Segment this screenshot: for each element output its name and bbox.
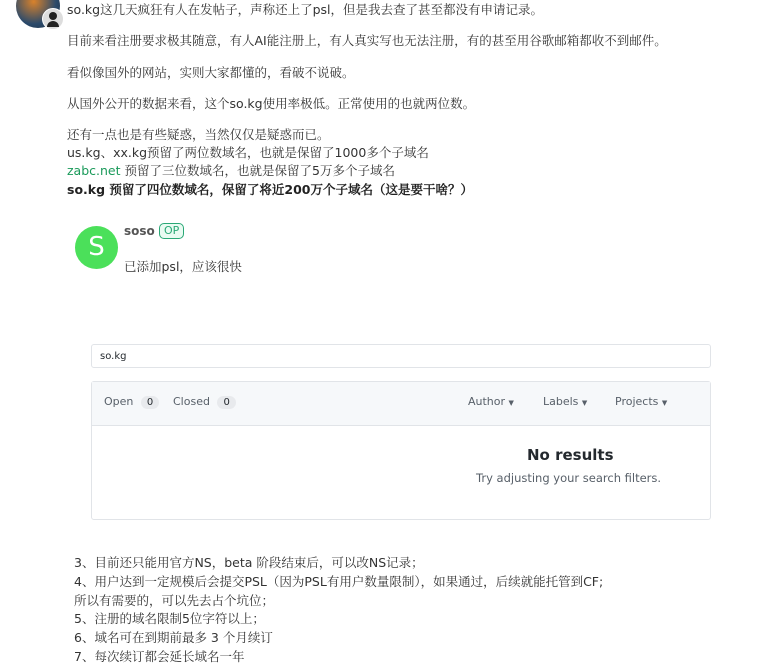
reply-text: 已添加psl，应该很快 (124, 259, 242, 274)
filter-label: Labels (543, 395, 579, 408)
open-tab[interactable] (104, 395, 159, 408)
issues-header (92, 382, 710, 426)
post-paragraph: 目前来看注册要求极其随意，有人AI能注册上，有人真实写也无法注册，有的甚至用谷歌邮箱都收不到邮件。 (67, 33, 667, 48)
projects-filter[interactable] (615, 395, 667, 408)
post-line (67, 162, 395, 180)
list-item: 5、注册的域名限制5位字符以上； (74, 611, 265, 626)
list-item: 3、目前还只能用官方NS，beta 阶段结束后，可以改NS记录； (74, 555, 424, 570)
post-line-bold: so.kg 预留了四位数域名，保留了将近200万个子域名（这是要干啥？） (67, 182, 473, 197)
caret-down-icon: ▼ (508, 399, 514, 407)
post-paragraph: so.kg这几天疯狂有人在发帖子，声称还上了psl，但是我去查了甚至都没有申请记录。 (67, 2, 544, 17)
no-results-hint: Try adjusting your search filters. (476, 471, 662, 485)
reply-avatar[interactable]: S (75, 226, 118, 269)
post-line: 还有一点也是有些疑惑，当然仅仅是疑惑而已。 (67, 127, 330, 142)
op-badge: OP (159, 223, 184, 239)
reply-author[interactable]: soso (124, 224, 155, 238)
list-item: 4、用户达到一定规模后会提交PSL（因为PSL有用户数量限制），如果通过，后续就能托管到CF; (74, 574, 604, 589)
open-label: Open (104, 395, 134, 408)
zabc-link[interactable]: zabc.net (67, 163, 121, 178)
post-line-text: 预留了三位数域名，也就是保留了5万多个子域名 (120, 163, 395, 178)
post-line: us.kg、xx.kg预留了两位数域名，也就是保留了1000多个子域名 (67, 145, 429, 160)
filter-label: Author (468, 395, 506, 408)
post-paragraph: 看似像国外的网站，实则大家都懂的，看破不说破。 (67, 65, 355, 80)
caret-down-icon: ▼ (581, 399, 588, 407)
list-item: 6、域名可在到期前最多 3 个月续订 (74, 630, 273, 645)
closed-label: Closed (173, 395, 210, 408)
closed-count: 0 (217, 396, 235, 409)
user-icon (42, 8, 64, 30)
issue-search-input[interactable]: so.kg (91, 344, 711, 368)
list-item: 所以有需要的，可以先去占个坑位； (74, 593, 275, 608)
list-item: 7、每次续订都会延长域名一年 (74, 649, 245, 664)
caret-down-icon: ▼ (661, 399, 668, 407)
issues-panel (91, 381, 711, 520)
labels-filter[interactable] (543, 395, 587, 408)
author-filter[interactable] (468, 395, 514, 408)
open-count: 0 (141, 396, 159, 409)
closed-tab[interactable] (173, 395, 236, 408)
no-results-title: No results (527, 446, 614, 464)
filter-label: Projects (615, 395, 659, 408)
post-paragraph: 从国外公开的数据来看，这个so.kg使用率极低。正常使用的也就两位数。 (67, 96, 476, 111)
